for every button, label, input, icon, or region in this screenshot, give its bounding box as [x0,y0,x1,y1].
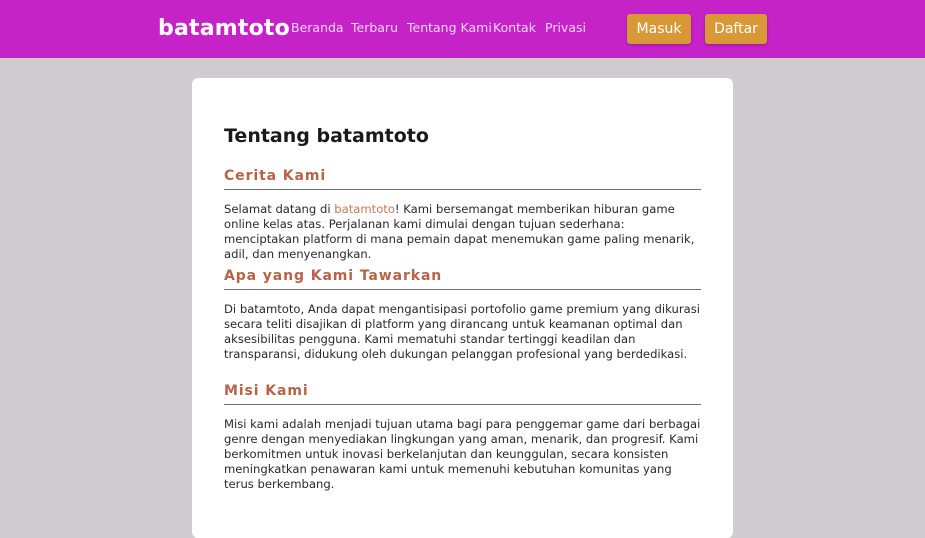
section-text-misi-kami: Misi kami adalah menjadi tujuan utama bagi para penggemar game dari berbagai genre dengan menyediakan lingkungan yang aman, menarik, dan progresif. Kami berkomitmen untuk inovasi berkelanjutan dan keunggulan, secara konsisten meningkatkan penawaran kami untuk memenuhi kebutuhan komunitas yang terus berkembang. [224,417,701,491]
login-button[interactable]: Masuk [627,14,691,44]
nav-beranda[interactable]: Beranda [291,20,344,35]
nav-tentang-kami[interactable]: Tentang Kami [407,20,492,35]
section-heading-cerita-kami: Cerita Kami [224,168,701,190]
nav-terbaru[interactable]: Terbaru [351,20,398,35]
nav-kontak[interactable]: Kontak [493,20,536,35]
site-header [0,0,925,58]
nav-privasi[interactable]: Privasi [545,20,586,35]
section-text-cerita-kami: Selamat datang di batamtoto! Kami bersemangat memberikan hiburan game online kelas atas. Perjalanan kami dimulai dengan tujuan sederhana: menciptakan platform di mana pemain dapat menemukan game paling menarik, adil, dan menyenangkan. [224,202,695,261]
section-text-apa-yang-kami-tawarkan: Di batamtoto, Anda dapat mengantisipasi portofolio game premium yang dikurasi secara teliti disajikan di platform yang dirancang untuk keamanan optimal dan aksesibilitas pengguna. Kami mematuhi standar tertinggi keadilan dan transparansi, didukung oleh dukungan pelanggan profesional yang berdedikasi. [224,302,700,361]
brand-link[interactable]: batamtoto [334,202,395,216]
page-title: Tentang batamtoto [224,125,429,147]
site-logo[interactable]: batamtoto [158,16,290,41]
section-heading-apa-yang-kami-tawarkan: Apa yang Kami Tawarkan [224,268,701,290]
about-card [192,78,733,538]
section-heading-misi-kami: Misi Kami [224,383,701,405]
register-button[interactable]: Daftar [705,14,767,44]
